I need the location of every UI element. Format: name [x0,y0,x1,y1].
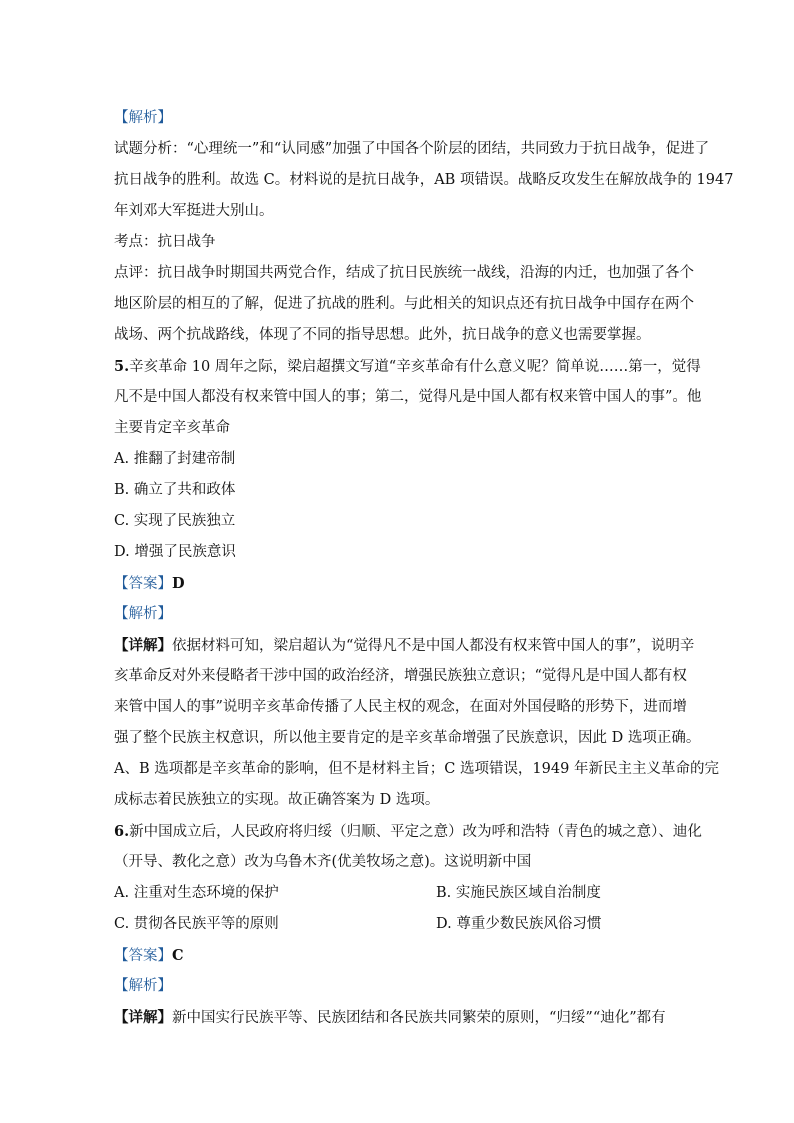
option-b: B. 确立了共和政体 [114,482,236,498]
answer-tag: 【答案】 [114,948,172,964]
answer-value: D [172,575,185,592]
question-number: 6. [114,823,130,840]
question-number: 5. [114,358,130,375]
kaodian-line: 考点：抗日战争 [114,234,216,250]
detail-line [114,630,695,661]
document-page [114,103,734,1033]
detail-tag: 【详解】 [114,1009,172,1026]
detail-text: 依据材料可知，梁启超认为“觉得凡不是中国人都没有权来管中国人的事”，说明辛 [172,638,695,654]
stem-text: 新中国成立后，人民政府将归绥（归顺、平定之意）改为呼和浩特（青色的城之意）、迪化 [129,824,702,840]
analysis-line: 抗日战争的胜利。故选 C。材料说的是抗日战争，AB 项错误。战略反攻发生在解放战争的 1947 [114,172,734,188]
analysis-line: 年刘邓大军挺进大别山。 [114,203,274,219]
option-a: A. 注重对生态环境的保护 [114,885,279,901]
question-stem-line: 主要肯定辛亥革命 [114,420,230,436]
detail-line: 成标志着民族独立的实现。故正确答案为 D 选项。 [114,792,440,808]
option-b: B. 实施民族区域自治制度 [436,885,601,901]
option-c: C. 实现了民族独立 [114,513,236,529]
detail-line: A、B 选项都是辛亥革命的影响，但不是材料主旨；C 选项错误，1949 年新民主主义革命的完 [114,761,719,777]
dianping-line: 地区阶层的相互的了解，促进了抗战的胜利。与此相关的知识点还有抗日战争中国存在两个 [114,296,694,312]
analysis-line: 试题分析：“心理统一”和“认同感”加强了中国各个阶层的团结，共同致力于抗日战争，促进了 [114,141,710,157]
analysis-tag: 【解析】 [114,110,172,126]
options-row [114,909,684,940]
answer-line [114,940,684,971]
detail-line: 强了整个民族主权意识，所以他主要肯定的是辛亥革命增强了民族意识，因此 D 选项正确。 [114,730,701,746]
question-stem-line: （开导、教化之意）改为乌鲁木齐(优美牧场之意)。这说明新中国 [114,854,532,870]
option-d: D. 增强了民族意识 [114,544,236,560]
dianping-line: 战场、两个抗战路线，体现了不同的指导思想。此外，抗日战争的意义也需要掌握。 [114,327,651,343]
option-c: C. 贯彻各民族平等的原则 [114,916,279,932]
detail-line [114,1002,684,1033]
detail-line: 亥革命反对外来侵略者干涉中国的政治经济，增强民族独立意识；“觉得凡是中国人都有权 [114,668,687,684]
detail-tag: 【详解】 [114,637,172,654]
stem-text: 辛亥革命 10 周年之际，梁启超撰文写道“辛亥革命有什么意义呢？简单说……第一，觉得 [129,359,701,375]
answer-line [114,568,684,599]
option-d: D. 尊重少数民族风俗习惯 [436,916,602,932]
answer-tag: 【答案】 [114,576,172,592]
analysis-tag: 【解析】 [114,606,172,622]
dianping-line: 点评：抗日战争时期国共两党合作，结成了抗日民族统一战线，沿海的内迁，也加强了各个 [114,265,694,281]
detail-line: 来管中国人的事”说明辛亥革命传播了人民主权的观念，在面对外国侵略的形势下，进而增 [114,699,687,715]
analysis-tag: 【解析】 [114,978,172,994]
answer-value: C [172,947,184,964]
detail-text: 新中国实行民族平等、民族团结和各民族共同繁荣的原则，“归绥”“迪化”都有 [172,1010,666,1026]
options-row [114,878,684,909]
question-stem [114,351,701,382]
option-a: A. 推翻了封建帝制 [114,451,236,467]
question-stem-line: 凡不是中国人都没有权来管中国人的事；第二，觉得凡是中国人都有权来管中国人的事”。他 [114,389,702,405]
question-stem [114,816,702,847]
